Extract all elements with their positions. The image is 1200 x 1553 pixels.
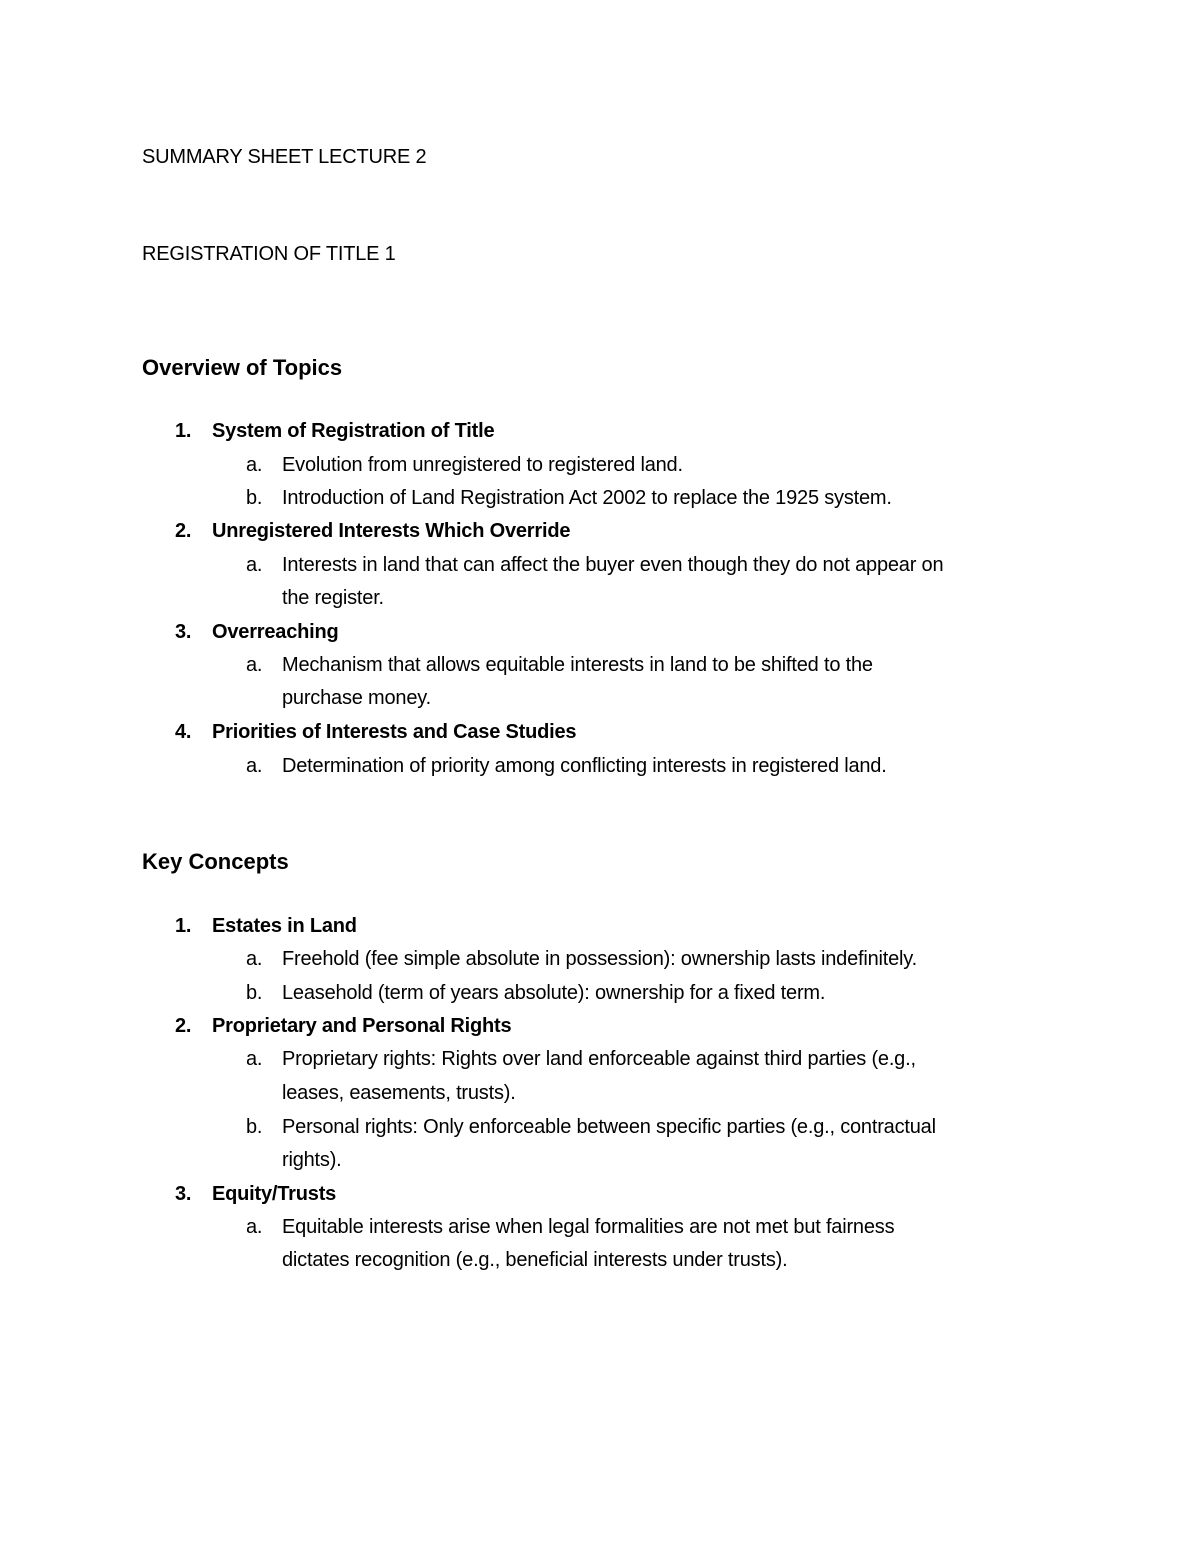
list-letter: b. <box>246 982 263 1004</box>
list-item-label: Equity/Trusts <box>212 1183 337 1205</box>
key-item-3a <box>246 1215 894 1239</box>
list-item-text: Proprietary rights: Rights over land enforceable against third parties (e.g., <box>282 1048 916 1070</box>
list-item-text: Determination of priority among conflicting interests in registered land. <box>282 755 887 777</box>
list-item-text: Evolution from unregistered to registered land. <box>282 454 683 476</box>
key-item-2b <box>246 1115 936 1139</box>
section-heading-overview: Overview of Topics <box>142 355 343 380</box>
key-item-1a <box>246 947 917 971</box>
overview-item-4a <box>246 754 887 778</box>
overview-item-2 <box>175 519 570 543</box>
key-item-3 <box>175 1182 336 1206</box>
list-number: 4. <box>175 721 192 743</box>
overview-item-2a <box>246 553 943 577</box>
document-subtitle: REGISTRATION OF TITLE 1 <box>142 243 396 265</box>
list-item-label: System of Registration of Title <box>212 420 495 442</box>
list-letter: a. <box>246 948 263 970</box>
key-item-2 <box>175 1014 511 1038</box>
list-letter: a. <box>246 1048 263 1070</box>
overview-item-1 <box>175 419 494 443</box>
list-item-text: Mechanism that allows equitable interests in land to be shifted to the <box>282 654 873 676</box>
list-letter: a. <box>246 755 263 777</box>
list-item-text: Interests in land that can affect the buyer even though they do not appear on <box>282 554 944 576</box>
list-item-label: Unregistered Interests Which Override <box>212 520 571 542</box>
list-letter: b. <box>246 1116 263 1138</box>
overview-item-1b <box>246 486 892 510</box>
document-title: SUMMARY SHEET LECTURE 2 <box>142 146 427 168</box>
list-letter: a. <box>246 654 263 676</box>
overview-item-2a-continued: the register. <box>282 587 384 609</box>
key-item-2a-continued: leases, easements, trusts). <box>282 1082 516 1104</box>
list-number: 1. <box>175 915 192 937</box>
list-number: 1. <box>175 420 192 442</box>
list-item-text: Personal rights: Only enforceable between specific parties (e.g., contractual <box>282 1116 936 1138</box>
list-item-text: Leasehold (term of years absolute): ownership for a fixed term. <box>282 982 826 1004</box>
list-letter: a. <box>246 1216 263 1238</box>
section-heading-key-concepts: Key Concepts <box>142 849 289 874</box>
overview-item-3 <box>175 620 339 644</box>
key-item-2a <box>246 1047 916 1071</box>
list-item-label: Overreaching <box>212 621 339 643</box>
overview-item-1a <box>246 453 683 477</box>
list-item-text: Freehold (fee simple absolute in possession): ownership lasts indefinitely. <box>282 948 917 970</box>
list-item-label: Priorities of Interests and Case Studies <box>212 721 577 743</box>
list-number: 3. <box>175 621 192 643</box>
list-item-text: Equitable interests arise when legal formalities are not met but fairness <box>282 1216 895 1238</box>
overview-item-4 <box>175 720 576 744</box>
list-number: 3. <box>175 1183 192 1205</box>
list-item-label: Proprietary and Personal Rights <box>212 1015 512 1037</box>
list-item-label: Estates in Land <box>212 915 357 937</box>
overview-item-3a <box>246 653 873 677</box>
list-letter: a. <box>246 454 263 476</box>
key-item-1 <box>175 914 357 938</box>
list-number: 2. <box>175 520 192 542</box>
list-letter: a. <box>246 554 263 576</box>
overview-item-3a-continued: purchase money. <box>282 687 431 709</box>
key-item-3a-continued: dictates recognition (e.g., beneficial interests under trusts). <box>282 1249 788 1271</box>
list-number: 2. <box>175 1015 192 1037</box>
list-letter: b. <box>246 487 263 509</box>
key-item-2b-continued: rights). <box>282 1149 342 1171</box>
key-item-1b <box>246 981 825 1005</box>
list-item-text: Introduction of Land Registration Act 2002 to replace the 1925 system. <box>282 487 892 509</box>
